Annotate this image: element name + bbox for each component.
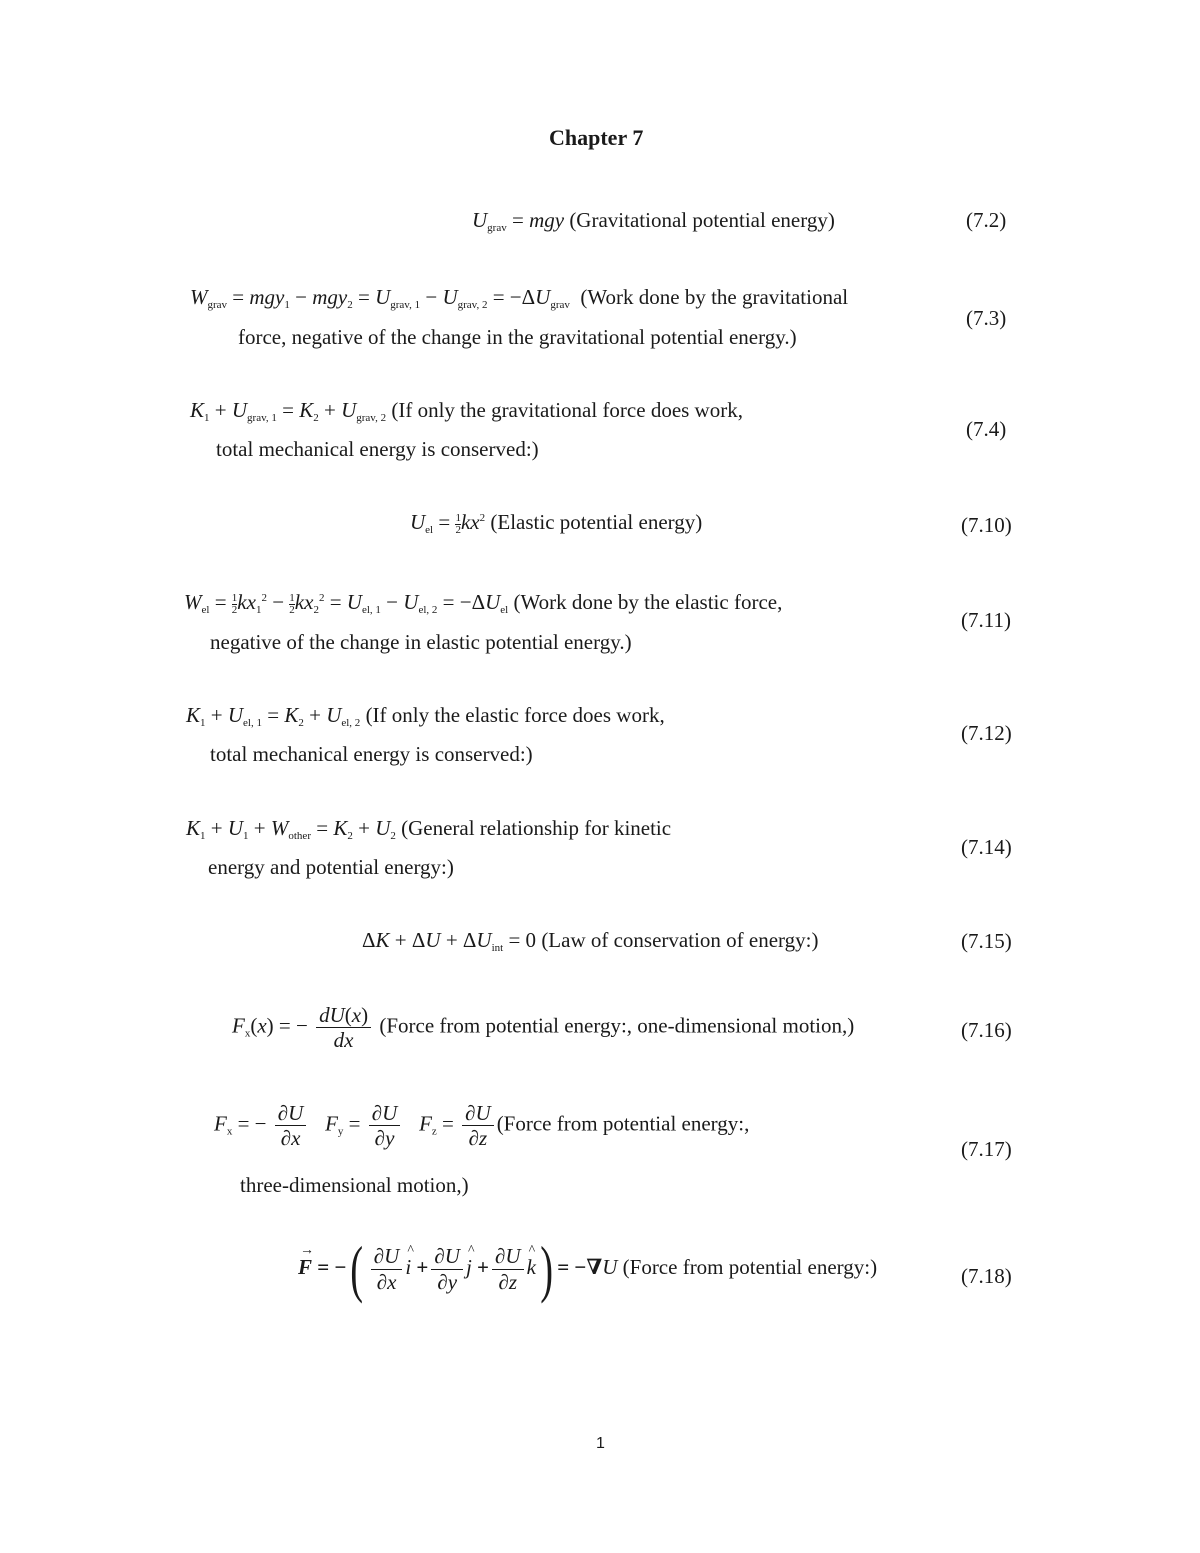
equation-7-10: $U_{el}$ = $\frac{1}{2}$ $kx^2$ (Elastic potential energy) — [410, 510, 703, 536]
equation-7-3-description-line-2: force, negative of the change in the gravitational potential energy.) — [238, 325, 797, 349]
equation-number-7-2: (7.2) — [966, 208, 1007, 232]
equation-7-17-description-line-1: (Force from potential energy:, — [496, 1111, 750, 1136]
equation-7-14-description-line-1: (General relationship for kinetic — [401, 816, 672, 840]
equation-7-12-description-line-2: total mechanical energy is conserved:) — [210, 742, 533, 766]
equation-7-2-description: (Gravitational potential energy) — [569, 208, 835, 232]
equation-number-7-10: (7.10) — [961, 513, 1012, 537]
equation-number-7-11: (7.11) — [961, 608, 1011, 632]
page-number: 1 — [596, 1435, 605, 1452]
equation-7-18-description: (Force from potential energy:) — [622, 1254, 878, 1279]
equation-number-7-18: (7.18) — [961, 1264, 1012, 1288]
equation-7-3-description-line-1: (Work done by the gravitational — [580, 285, 849, 309]
equation-7-15-description: (Law of conservation of energy:) — [541, 928, 819, 952]
equation-7-14: $K_1 + U_1 + W_{other} = K_2 + U_2$ (General relationship for kinetic — [186, 816, 672, 842]
equation-7-14-description-line-2: energy and potential energy:) — [208, 855, 454, 879]
equation-number-7-3: (7.3) — [966, 306, 1007, 330]
equation-7-2: $U_{grav}$ = mgy (Gravitational potential energy) — [472, 208, 835, 234]
equation-number-7-14: (7.14) — [961, 835, 1012, 859]
equation-7-15: $\Delta K + \Delta U + \Delta U_{int} = 0$ (Law of conservation of energy:) — [362, 928, 819, 954]
equation-7-16: $F_x(x)$ = − $\frac{dU(x)}{dx}$ (Force from potential energy:, one-dimensional motion,) — [232, 1003, 855, 1053]
equation-7-11-description-line-1: (Work done by the elastic force, — [513, 590, 783, 614]
equation-number-7-17: (7.17) — [961, 1137, 1012, 1161]
equation-7-3: $W_{grav} = mgy_1 - mgy_2 = U_{grav, 1} - U_{grav, 2} = -\Delta U_{grav}$ (Work done by the gravitational — [190, 285, 849, 311]
chapter-title: Chapter 7 — [549, 125, 644, 150]
equation-7-11-description-line-2: negative of the change in elastic potential energy.) — [210, 630, 632, 654]
equation-number-7-15: (7.15) — [961, 929, 1012, 953]
equation-7-12: $K_1 + U_{el, 1} = K_2 + U_{el, 2}$ (If only the elastic force does work, — [186, 703, 665, 729]
equation-number-7-16: (7.16) — [961, 1018, 1012, 1042]
equation-7-4: $K_1 + U_{grav, 1} = K_2 + U_{grav, 2}$ (If only the gravitational force does work, — [190, 398, 743, 424]
equation-7-4-description-line-1: (If only the gravitational force does work, — [391, 398, 743, 422]
equation-7-17: $F_x$ = − $\frac{\partial U}{\partial x}$ $F_y$ = $\frac{\partial U}{\partial y}$ $F_z$ = $\frac{\partial U}{\partial z}$ (Force from potential energy:, — [214, 1101, 750, 1151]
equation-7-18: F → = −( $\frac{\partial U}{\partial x}$ i ^ + $\frac{\partial U}{\partial y}$ j ^ + $\frac{\partial U}{\partial z}$ k ^ ) = −∇U (Force from potential energy:) — [298, 1233, 878, 1304]
equation-number-7-4: (7.4) — [966, 417, 1007, 441]
equation-7-10-description: (Elastic potential energy) — [490, 510, 703, 534]
equation-7-17-description-line-2: three-dimensional motion,) — [240, 1173, 469, 1197]
equation-7-4-description-line-2: total mechanical energy is conserved:) — [216, 437, 539, 461]
equation-7-12-description-line-1: (If only the elastic force does work, — [365, 703, 665, 727]
equation-7-16-description: (Force from potential energy:, one-dimensional motion,) — [379, 1013, 855, 1038]
equation-number-7-12: (7.12) — [961, 721, 1012, 745]
equation-7-11: $W_{el}$ = $\frac{1}{2}$ $kx_1^2$ − $\frac{1}{2}$ $kx_2^2 = U_{el, 1} - U_{el, 2} = -\Delta U_{el}$ (Work done by the elastic force, — [184, 590, 783, 616]
